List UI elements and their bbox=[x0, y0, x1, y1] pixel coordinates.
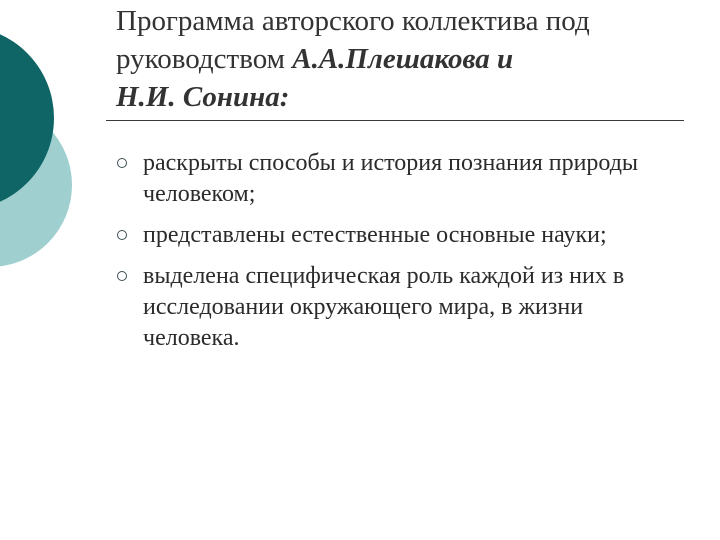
title-line-2-emphasis: А.А.Плешакова и bbox=[292, 43, 514, 75]
bullet-list bbox=[116, 148, 676, 364]
title-line-1-text: Программа авторского коллектива под bbox=[116, 5, 590, 37]
title-line-3 bbox=[116, 78, 706, 116]
title-line-2-plain: руководством bbox=[116, 43, 293, 75]
bullet-text: представлены естественные основные науки; bbox=[143, 222, 607, 248]
list-item bbox=[116, 148, 676, 210]
hollow-circle-icon bbox=[117, 158, 127, 168]
list-item bbox=[116, 261, 676, 354]
slide-title bbox=[116, 2, 706, 116]
bullet-text: выделена специфическая роль каждой из них в исследовании окружающего мира, в жизни человека. bbox=[143, 263, 625, 351]
decorative-circles bbox=[0, 0, 110, 300]
title-line-1 bbox=[116, 2, 706, 40]
title-line-2 bbox=[116, 40, 706, 78]
hollow-circle-icon bbox=[117, 230, 127, 240]
list-item bbox=[116, 220, 676, 251]
title-line-3-emphasis: Н.И. Сонина: bbox=[116, 81, 290, 113]
bullet-text: раскрыты способы и история познания природы человеком; bbox=[143, 150, 639, 207]
title-divider bbox=[106, 120, 684, 121]
hollow-circle-icon bbox=[117, 271, 127, 281]
